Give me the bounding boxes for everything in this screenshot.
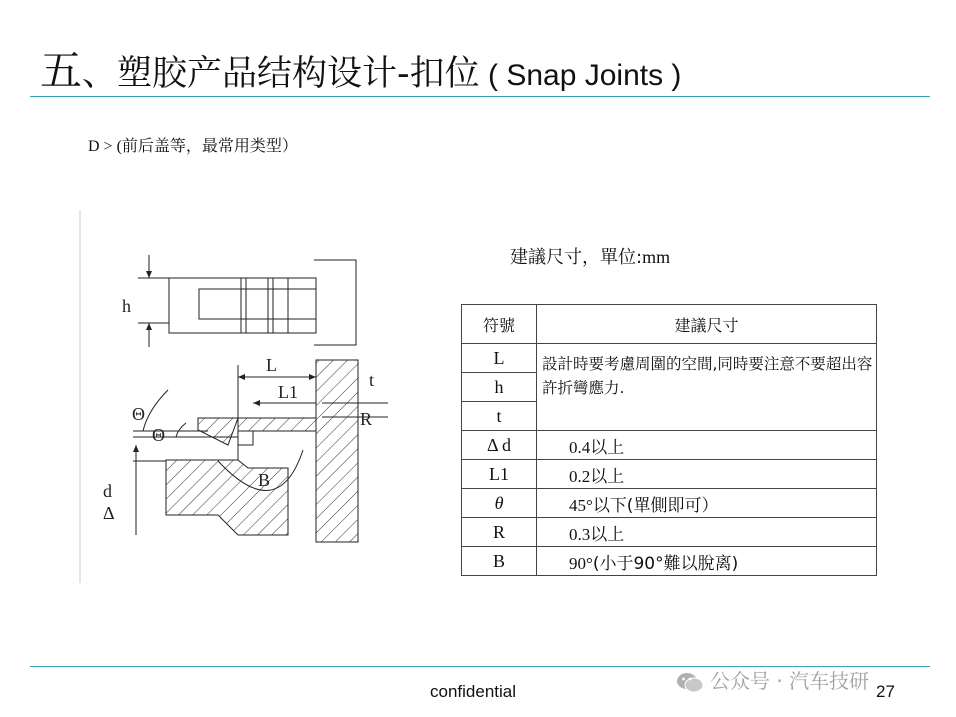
angle-theta-outer-label: Θ (132, 404, 145, 424)
dim-h-label: h (122, 296, 131, 316)
dim-l1-label: L1 (278, 382, 298, 402)
snap-joint-drawing (78, 205, 388, 590)
value-text: 以上 (590, 437, 625, 458)
value-number: 45° (569, 495, 593, 515)
confidential-label: confidential (430, 682, 517, 701)
angle-b-label: B (258, 470, 271, 490)
dim-t-label: t (369, 370, 375, 390)
title-chinese: 塑胶产品结构设计-扣位 (117, 54, 480, 94)
symbol-cell: L (462, 344, 537, 373)
value-text: (小于90°難以脫离) (592, 553, 739, 574)
mating-wall-top (314, 260, 356, 345)
symbol-cell: B (462, 547, 537, 576)
dim-r-label: R (360, 409, 373, 429)
symbol-cell: t (462, 402, 537, 431)
watermark-text: 公众号 · 汽车技研 (710, 669, 870, 693)
table-row (462, 547, 877, 576)
mating-wall-side (316, 360, 358, 542)
dimension-table (461, 304, 877, 576)
suggested-label: 建議尺寸，單位: (510, 247, 643, 268)
table-row (462, 344, 877, 373)
value-number: 0.2 (569, 466, 591, 486)
value-number: 0.3 (569, 524, 591, 544)
table-row (462, 431, 877, 460)
design-note-cell: 設計時要考慮周圍的空間,同時要注意不要超出容許折彎應力. (537, 344, 877, 431)
table-row (462, 489, 877, 518)
suggested-dimensions-caption (510, 243, 670, 269)
value-number: 0.4 (569, 437, 591, 457)
table-header-row (462, 305, 877, 344)
angle-theta-inner-label: Θ (152, 425, 165, 445)
table-row (462, 460, 877, 489)
page-number: 27 (876, 682, 895, 701)
symbol-cell: h (462, 373, 537, 402)
top-view-body (169, 278, 316, 333)
dim-delta-label: Δ (103, 503, 115, 523)
dim-l-label: L (266, 355, 277, 375)
value-text: 以上 (590, 524, 625, 545)
value-cell (537, 431, 877, 460)
header-divider (30, 96, 930, 97)
dim-d-label: d (103, 481, 112, 501)
title-separator: 、 (82, 54, 118, 94)
unit-label: mm (642, 247, 671, 267)
title-english: ( Snap Joints ) (479, 59, 682, 92)
value-cell (537, 518, 877, 547)
value-cell (537, 547, 877, 576)
header-value: 建議尺寸 (537, 305, 877, 344)
value-text: 以下(單側即可） (592, 495, 719, 516)
section-subtitle: D > (前后盖等，最常用类型） (88, 138, 298, 155)
symbol-cell: Δ d (462, 431, 537, 460)
value-cell (537, 489, 877, 518)
table-row (462, 518, 877, 547)
snap-hook (238, 418, 316, 431)
wechat-icon (676, 671, 704, 695)
symbol-cell: L1 (462, 460, 537, 489)
symbol-cell: θ (462, 489, 537, 518)
title-number: 五 (40, 46, 83, 95)
value-number: 90° (569, 553, 593, 573)
value-cell (537, 460, 877, 489)
value-text: 以上 (590, 466, 625, 487)
symbol-cell: R (462, 518, 537, 547)
header-symbol: 符號 (462, 305, 537, 344)
watermark (676, 665, 869, 695)
page-title (40, 38, 681, 98)
